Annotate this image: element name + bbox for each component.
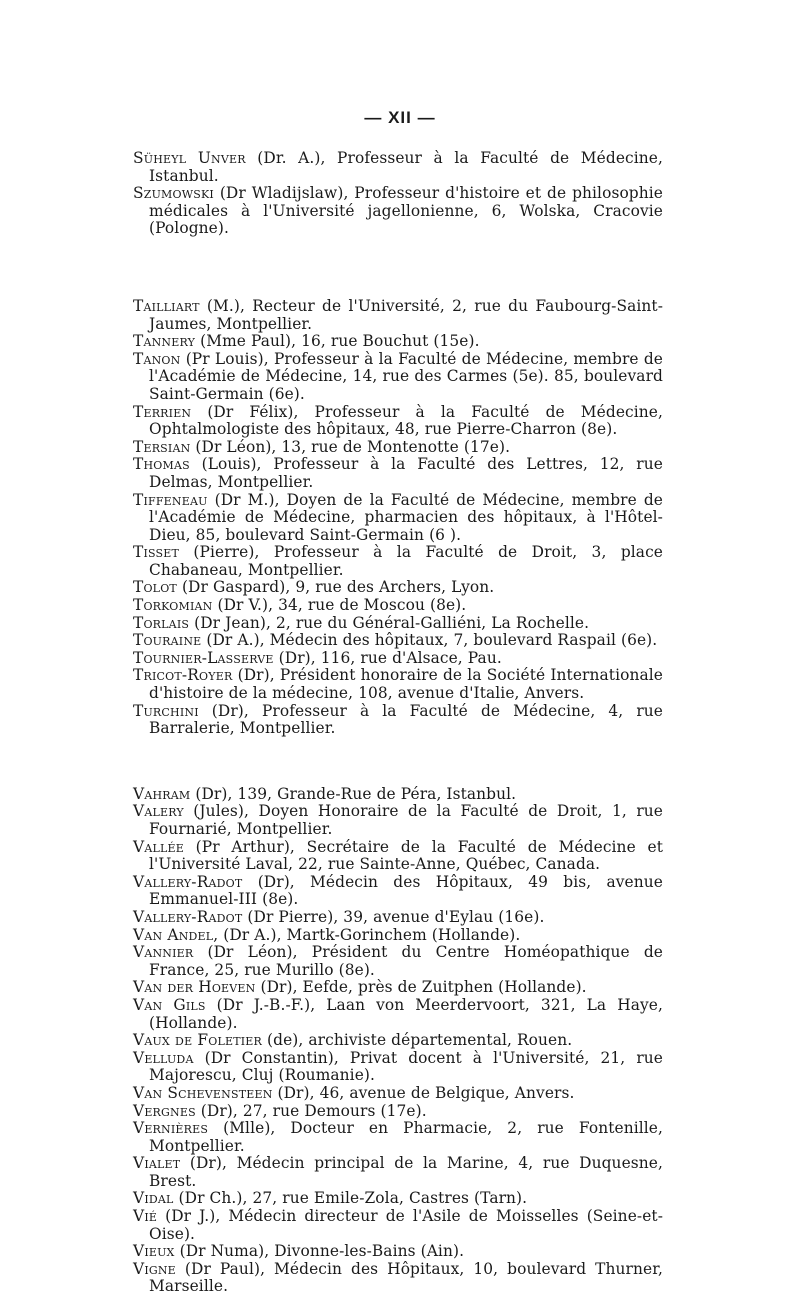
entry-name: Touraine [133,631,202,650]
entry-details: (Dr), Eefde, près de Zuitphen (Hollande). [255,978,587,997]
entry-name: Vialet [133,1154,181,1173]
entry-name: Vié [133,1207,158,1226]
directory-entry [133,185,663,238]
directory-section [133,786,663,1296]
directory-entry [133,667,663,702]
directory-entry [133,150,663,185]
directory-entry [133,1103,663,1121]
directory-entry [133,298,663,333]
entry-name: Süheyl Unver [133,149,246,167]
entry-name: Tournier-Lasserve [133,648,274,667]
section-gap [133,238,663,298]
entry-details: (Dr Paul), Médecin des Hôpitaux, 10, boulevard Thurner, Marseille. [149,1259,663,1296]
entry-details: (Dr), Professeur à la Faculté de Médecine, 4, rue Barralerie, Montpellier. [149,701,663,738]
entry-name: Tiffeneau [133,490,208,509]
entry-details: (Mme Paul), 16, rue Bouchut (15e). [195,332,480,351]
entry-details: (Dr M.), Doyen de la Faculté de Médecine, membre de l'Académie de Médecine, pharmacien des hôpitaux, à l'Hôtel-Dieu, 85, boulevard Saint-Germain (6 ). [149,490,663,544]
entry-details: (Dr Numa), Divonne-les-Bains (Ain). [174,1242,465,1261]
directory-entry [133,456,663,491]
entry-name: Thomas [133,455,190,474]
entry-details: (Dr Wladijslaw), Professeur d'histoire et de philosophie médicales à l'Université jagellonienne, 6, Wolska, Cracovie (Pologne). [149,184,663,238]
entry-details: (Dr Léon), 13, rue de Montenotte (17e). [190,437,511,456]
entry-name: Vallery-Radot [133,872,243,891]
directory-entry [133,650,663,668]
entry-name: Vannier [133,943,194,962]
entry-name: Tolot [133,578,177,597]
directory-entry [133,1050,663,1085]
directory-entry [133,1085,663,1103]
entry-details: (Dr Pierre), 39, avenue d'Eylau (16e). [242,907,545,926]
directory-entry [133,1190,663,1208]
entry-name: Tanon [133,349,181,368]
entry-name: Vaux de Foletier [133,1031,263,1050]
directory-entry [133,615,663,633]
directory-entry [133,333,663,351]
directory-entry [133,874,663,909]
entry-details: (Dr), Médecin principal de la Marine, 4, rue Duquesne, Brest. [149,1154,663,1190]
entry-details: (Mlle), Docteur en Pharmacie, 2, rue Fontenille, Montpellier. [149,1119,663,1155]
entry-details: (Dr Constantin), Privat docent à l'Université, 21, rue Majorescu, Cluj (Roumanie). [149,1048,663,1085]
entry-name: Van der Hoeven [133,978,256,997]
directory-entry [133,597,663,615]
directory-entry [133,1032,663,1050]
entry-details: (de), archiviste départemental, Rouen. [262,1031,573,1050]
directory-entry [133,927,663,945]
entry-details: (Dr), 116, rue d'Alsace, Pau. [273,648,502,667]
entry-name: Vallery-Radot [133,907,243,926]
entry-name: Tailliart [133,296,200,315]
entry-name: Tersian [133,437,191,456]
directory-entry [133,1208,663,1243]
entry-name: Vallée [133,837,184,856]
section-gap [133,738,663,786]
entry-details: (Pr Louis), Professeur à la Faculté de Médecine, membre de l'Académie de Médecine, 14, rue des Carmes (5e). 85, boulevard Saint-Germain (6e). [149,349,663,403]
directory-entry [133,351,663,404]
entry-name: Van Gils [133,995,206,1014]
entry-details: (Dr J.-B.-F.), Laan von Meerdervoort, 321, La Haye, (Hollande). [149,995,663,1032]
entry-details: (Dr), 27, rue Demours (17e). [195,1101,427,1120]
directory-entry [133,1120,663,1155]
entry-details: (Dr V.), 34, rue de Moscou (8e). [212,596,467,615]
directory-entry [133,786,663,804]
entry-name: Szumowski [133,184,214,203]
entry-details: (Pr Arthur), Secrétaire de la Faculté de Médecine et l'Université Laval, 22, rue Sainte-Anne, Québec, Canada. [149,837,663,874]
entry-details: (Dr Ch.), 27, rue Emile-Zola, Castres (Tarn). [173,1189,528,1208]
directory-section [133,150,663,238]
directory-entry [133,979,663,997]
directory-entry [133,1243,663,1261]
entry-details: (Dr), Président honoraire de la Société Internationale d'histoire de la médecine, 108, avenue d'Italie, Anvers. [149,666,663,703]
entry-details: (Dr), Médecin des Hôpitaux, 49 bis, avenue Emmanuel-III (8e). [149,872,663,909]
entry-name: Tannery [133,332,196,351]
directory-entry [133,997,663,1032]
entry-name: Vidal [133,1189,174,1208]
entry-name: Valery [133,802,184,821]
entry-name: Turchini [133,701,199,720]
entry-details: (Dr Gaspard), 9, rue des Archers, Lyon. [176,578,495,597]
entry-details: (Dr Jean), 2, rue du Général-Galliéni, La Rochelle. [189,613,590,632]
directory-entry [133,703,663,738]
directory-entry [133,1155,663,1190]
entry-name: Van Andel [133,925,214,944]
entry-name: Vieux [133,1242,175,1261]
entry-details: (Jules), Doyen Honoraire de la Faculté de Droit, 1, rue Fournarié, Montpellier. [149,802,663,838]
entry-details: (Dr. A.), Professeur à la Faculté de Médecine, Istanbul. [149,149,663,185]
page-number: — XII — [364,108,436,127]
entry-details: (Dr), 46, avenue de Belgique, Anvers. [272,1083,575,1102]
entry-name: Torlais [133,613,190,632]
entry-name: Torkomian [133,596,213,615]
directory-entry [133,544,663,579]
directory-entry [133,579,663,597]
directory-entry [133,839,663,874]
entry-details: (Dr), 139, Grande-Rue de Péra, Istanbul. [190,784,517,803]
directory-entry [133,944,663,979]
entry-name: Tricot-Royer [133,666,233,685]
entry-details: (Louis), Professeur à la Faculté des Lettres, 12, rue Delmas, Montpellier. [149,455,663,491]
entry-name: Vernières [133,1119,209,1138]
directory-entry [133,439,663,457]
entry-details: (Dr J.), Médecin directeur de l'Asile de Moisselles (Seine-et-Oise). [149,1207,663,1243]
entry-details: (M.), Recteur de l'Université, 2, rue du Faubourg-Saint-Jaumes, Montpellier. [149,296,663,333]
entry-details: , (Dr A.), Martk-Gorinchem (Hollande). [213,925,521,944]
entry-name: Vergnes [133,1101,196,1120]
directory-list [133,150,663,1296]
entry-details: (Pierre), Professeur à la Faculté de Droit, 3, place Chabaneau, Montpellier. [149,543,663,579]
entry-name: Tisset [133,543,180,562]
directory-entry [133,492,663,545]
entry-name: Vigne [133,1259,176,1278]
directory-entry [133,404,663,439]
entry-name: Terrien [133,402,192,421]
entry-name: Vahram [133,784,191,803]
entry-details: (Dr Félix), Professeur à la Faculté de Médecine, Ophtalmologiste des hôpitaux, 48, rue Pierre-Charron (8e). [149,402,663,439]
entry-name: Van Schevensteen [133,1083,273,1102]
entry-name: Velluda [133,1048,194,1067]
directory-entry [133,909,663,927]
directory-entry [133,803,663,838]
directory-entry [133,632,663,650]
directory-section [133,298,663,738]
directory-entry [133,1261,663,1296]
entry-details: (Dr A.), Médecin des hôpitaux, 7, boulevard Raspail (6e). [201,631,658,650]
entry-details: (Dr Léon), Président du Centre Homéopathique de France, 25, rue Murillo (8e). [149,943,663,979]
